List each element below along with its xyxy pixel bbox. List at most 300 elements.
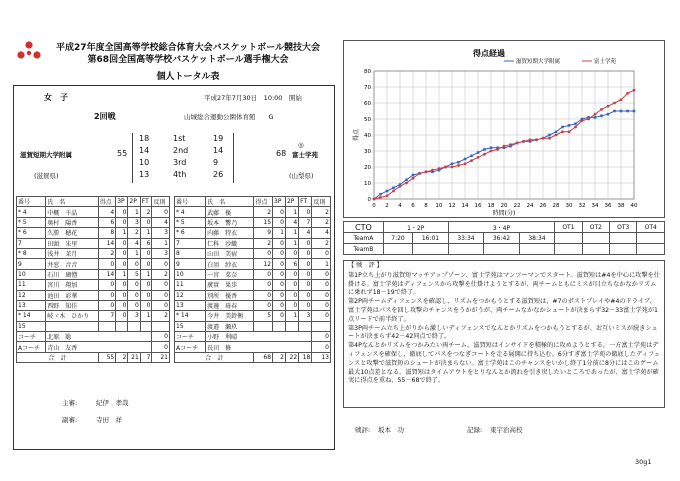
staff-row bbox=[17, 342, 170, 352]
data-point bbox=[594, 113, 597, 116]
table-cell: 38:34 bbox=[519, 233, 555, 244]
team-b-pref: (山梨県) bbox=[289, 172, 314, 180]
x-tick-label: 16 bbox=[474, 203, 482, 209]
table-cell bbox=[637, 233, 665, 244]
recorder-name: 東宇治高校 bbox=[490, 426, 523, 434]
data-point bbox=[620, 98, 623, 101]
table-cell: 4 bbox=[299, 228, 312, 238]
table-cell: 1 bbox=[128, 207, 140, 217]
table-cell: 0 bbox=[285, 290, 298, 300]
team-a-score: 55 bbox=[117, 149, 128, 158]
table-cell bbox=[152, 321, 170, 331]
chief-referee-name: 紀伊 孝哉 bbox=[96, 399, 129, 407]
table-row bbox=[175, 248, 331, 258]
table-cell: 0 bbox=[98, 259, 116, 269]
deputy-referee-label: 副審: bbox=[62, 416, 78, 424]
table-row bbox=[17, 259, 170, 269]
table-cell: 2 bbox=[116, 352, 128, 362]
x-tick-label: 28 bbox=[552, 203, 560, 209]
table-header: 2P bbox=[128, 197, 140, 207]
table-row bbox=[17, 321, 170, 331]
x-tick-label: 14 bbox=[461, 203, 469, 209]
table-cell bbox=[46, 321, 98, 331]
table-cell: 0 bbox=[273, 269, 286, 279]
table-cell: 石川 瑚憎 bbox=[46, 269, 98, 279]
table-cell bbox=[98, 321, 116, 331]
x-tick-label: 18 bbox=[487, 203, 495, 209]
table-cell bbox=[519, 244, 555, 255]
data-point bbox=[607, 113, 610, 116]
table-cell: 0 bbox=[128, 259, 140, 269]
table-cell: 0 bbox=[152, 332, 170, 342]
table-cell: 3 bbox=[299, 311, 312, 321]
table-row bbox=[17, 228, 170, 238]
table-cell: TeamA bbox=[344, 233, 384, 244]
table-cell: 北原 聡 bbox=[46, 332, 152, 342]
data-point bbox=[561, 130, 564, 133]
data-point bbox=[568, 130, 571, 133]
table-cell: 16:01 bbox=[413, 233, 449, 244]
x-tick-label: 34 bbox=[591, 203, 599, 209]
venue-label: 山城総合運動公園体育館 G bbox=[184, 113, 274, 121]
table-cell: 33:34 bbox=[448, 233, 484, 244]
table-cell bbox=[285, 321, 298, 331]
data-point bbox=[529, 138, 532, 141]
data-point bbox=[451, 163, 454, 166]
data-point bbox=[412, 174, 415, 177]
table-cell: 0 bbox=[273, 300, 286, 310]
table-row bbox=[175, 228, 331, 238]
table-cell: 0 bbox=[312, 290, 331, 300]
table-cell: 12 bbox=[17, 290, 46, 300]
table-cell: 12 bbox=[254, 259, 273, 269]
table-cell: 山田 美宿 bbox=[206, 248, 254, 258]
data-point bbox=[633, 89, 636, 92]
table-cell: 11 bbox=[175, 280, 206, 290]
table-cell: 9 bbox=[175, 259, 206, 269]
table-cell: 3 bbox=[152, 248, 170, 258]
table-cell bbox=[582, 233, 609, 244]
data-point bbox=[464, 158, 467, 161]
table-cell: 1 bbox=[285, 238, 298, 248]
data-point bbox=[483, 153, 486, 156]
table-cell bbox=[383, 244, 412, 255]
data-point bbox=[516, 142, 519, 145]
table-cell: 田頭 朱里 bbox=[46, 238, 98, 248]
table-cell: 武藤 優 bbox=[206, 207, 254, 217]
x-tick-label: 26 bbox=[539, 203, 547, 209]
table-cell: 西野 知佳 bbox=[46, 300, 98, 310]
cto-header: OT4 bbox=[637, 222, 665, 233]
table-cell: * 4 bbox=[175, 207, 206, 217]
table-cell: 青山 友香 bbox=[46, 342, 152, 352]
table-cell: 0 bbox=[273, 217, 286, 227]
table-cell: 1 bbox=[140, 228, 152, 238]
table-row bbox=[17, 280, 170, 290]
table-cell: 0 bbox=[299, 269, 312, 279]
table-row bbox=[175, 238, 331, 248]
cto-header: OT1 bbox=[555, 222, 582, 233]
table-header: 得点 bbox=[254, 197, 273, 207]
cto-row bbox=[344, 244, 665, 255]
table-cell: 10 bbox=[175, 269, 206, 279]
data-point bbox=[555, 134, 558, 137]
table-cell: 内藤 特衣 bbox=[206, 228, 254, 238]
table-cell: 0 bbox=[273, 290, 286, 300]
table-cell: 0 bbox=[140, 259, 152, 269]
x-tick-label: 40 bbox=[630, 203, 638, 209]
table-cell: 14 bbox=[98, 269, 116, 279]
table-cell: 浅井 茉月 bbox=[46, 248, 98, 258]
table-cell: * 5 bbox=[175, 217, 206, 227]
table-cell: 4 bbox=[312, 228, 331, 238]
table-cell: 12 bbox=[175, 290, 206, 300]
table-cell: 1 bbox=[116, 269, 128, 279]
cto-header-row bbox=[344, 222, 665, 233]
data-point bbox=[600, 108, 603, 111]
data-point bbox=[431, 169, 434, 172]
table-cell: 2 bbox=[152, 311, 170, 321]
score-progress-chart-svg bbox=[344, 41, 664, 217]
table-cell: 0 bbox=[116, 290, 128, 300]
table-row bbox=[17, 238, 170, 248]
table-cell bbox=[312, 321, 331, 331]
table-cell: 0 bbox=[273, 248, 286, 258]
data-point bbox=[600, 115, 603, 118]
data-point bbox=[607, 105, 610, 108]
table-cell: 0 bbox=[254, 300, 273, 310]
y-tick-label: 0 bbox=[367, 197, 371, 203]
table-cell: 1 bbox=[116, 228, 128, 238]
table-cell: 6 bbox=[98, 217, 116, 227]
y-axis-label: 得点 bbox=[353, 128, 360, 142]
table-cell: 5 bbox=[254, 311, 273, 321]
data-point bbox=[457, 161, 460, 164]
data-point bbox=[503, 145, 506, 148]
tournament-title-line1: 平成27年度全国高等学校総合体育大会バスケットボール競技大会 bbox=[56, 43, 320, 53]
chart-title: 得点経過 bbox=[473, 49, 505, 58]
table-cell: 0 bbox=[285, 280, 298, 290]
data-point bbox=[483, 148, 486, 151]
data-point bbox=[470, 155, 473, 158]
table-cell: 1 bbox=[140, 269, 152, 279]
y-tick-label: 40 bbox=[364, 133, 371, 139]
table-cell: 0 bbox=[312, 300, 331, 310]
table-cell: 7:20 bbox=[383, 233, 412, 244]
table-cell: 0 bbox=[116, 207, 128, 217]
table-cell bbox=[610, 244, 637, 255]
table-row bbox=[17, 269, 170, 279]
data-point bbox=[548, 134, 551, 137]
x-tick-label: 30 bbox=[565, 203, 573, 209]
table-cell: 0 bbox=[116, 311, 128, 321]
table-cell: コーチ bbox=[17, 332, 46, 342]
staff-row bbox=[17, 332, 170, 342]
table-cell: 0 bbox=[299, 238, 312, 248]
table-cell: 6 bbox=[285, 259, 298, 269]
data-point bbox=[386, 194, 389, 197]
table-row bbox=[17, 290, 170, 300]
data-point bbox=[451, 166, 454, 169]
table-cell: コーチ bbox=[175, 332, 206, 342]
table-cell: 0 bbox=[116, 217, 128, 227]
table-cell: 坂本 響乃 bbox=[206, 217, 254, 227]
y-tick-label: 50 bbox=[364, 117, 371, 123]
table-row bbox=[175, 217, 331, 227]
table-cell: 7 bbox=[140, 352, 152, 362]
table-row bbox=[175, 311, 331, 321]
table-row bbox=[17, 300, 170, 310]
table-row bbox=[17, 207, 170, 217]
y-tick-label: 70 bbox=[364, 85, 371, 91]
x-tick-label: 8 bbox=[424, 203, 428, 209]
data-point bbox=[509, 143, 512, 146]
quarter-scores bbox=[132, 133, 234, 183]
table-cell: 13 bbox=[312, 352, 331, 362]
data-point bbox=[405, 182, 408, 185]
table-cell: 2 bbox=[152, 269, 170, 279]
table-cell: 55 bbox=[98, 352, 116, 362]
table-cell: 0 bbox=[254, 269, 273, 279]
quarter-score-b: 9 bbox=[213, 158, 219, 167]
table-cell: 渡邉 瀬玖 bbox=[206, 321, 254, 331]
table-cell: 0 bbox=[116, 238, 128, 248]
data-point bbox=[470, 159, 473, 162]
table-cell: 6 bbox=[140, 238, 152, 248]
table-cell: 0 bbox=[128, 290, 140, 300]
table-cell: 0 bbox=[140, 217, 152, 227]
table-cell: 9 bbox=[17, 259, 46, 269]
total-row bbox=[175, 352, 331, 362]
table-cell: 2 bbox=[98, 248, 116, 258]
sheet-subtitle: 個人トータル表 bbox=[156, 72, 220, 82]
total-row bbox=[17, 352, 170, 362]
data-point bbox=[574, 123, 577, 126]
table-cell: 2 bbox=[273, 352, 286, 362]
score-progress-chart bbox=[343, 40, 665, 218]
table-cell bbox=[299, 321, 312, 331]
data-point bbox=[392, 187, 395, 190]
table-cell: 0 bbox=[152, 207, 170, 217]
commentator-label: 戦評: bbox=[355, 426, 371, 434]
table-cell: Aコーチ bbox=[175, 342, 206, 352]
data-point bbox=[613, 110, 616, 113]
table-cell: 1 bbox=[285, 228, 298, 238]
table-row bbox=[17, 311, 170, 321]
x-tick-label: 32 bbox=[578, 203, 586, 209]
table-header: 番号 bbox=[175, 197, 206, 207]
table-cell: * 8 bbox=[17, 248, 46, 258]
table-cell: * 14 bbox=[175, 311, 206, 321]
y-tick-label: 60 bbox=[364, 101, 371, 107]
commentary-paragraph: 第4Pなんとかリズムをつかみたい両チーム。滋賀短はインサイドを積極的に攻めようとする。一方富士学苑はディフェンスを確保し、徹底してパスをつなぎコートを走る展開に持ち込む。6分すぎ富士学苑の徹底したディフェンスと攻撃で滋賀短のシュートが決まらない。富士学苑はこのチャンスをいかし終了1分前に8分にはこのゲーム最大10点差となる。滋賀短はタイムアウトをとりなんとか流れを引き戻したいところであったが、富士学苑が確実に得点を重ね、55－68で終了。 bbox=[348, 342, 661, 385]
cto-table bbox=[343, 221, 665, 255]
table-cell: 18 bbox=[299, 352, 312, 362]
table-cell: 0 bbox=[273, 207, 286, 217]
quarter-score-b: 26 bbox=[213, 170, 224, 179]
legend-label: 富士学苑 bbox=[594, 59, 617, 65]
table-cell bbox=[555, 233, 582, 244]
table-cell: 2 bbox=[312, 217, 331, 227]
table-cell: 0 bbox=[116, 300, 128, 310]
table-cell: 2 bbox=[254, 207, 273, 217]
chief-referee-label: 主審: bbox=[62, 399, 78, 407]
table-cell: 3 bbox=[128, 311, 140, 321]
table-cell: 0 bbox=[299, 248, 312, 258]
table-header: FT bbox=[299, 197, 312, 207]
table-cell bbox=[254, 321, 273, 331]
table-cell: 2 bbox=[128, 228, 140, 238]
table-row bbox=[175, 207, 331, 217]
table-cell: 0 bbox=[152, 290, 170, 300]
data-point bbox=[425, 170, 428, 173]
table-cell: 4 bbox=[285, 217, 298, 227]
table-cell: 合 計 bbox=[175, 352, 254, 362]
data-point bbox=[490, 150, 493, 153]
data-point bbox=[568, 124, 571, 127]
table-cell: 1 bbox=[152, 238, 170, 248]
table-row bbox=[175, 321, 331, 331]
x-tick-label: 0 bbox=[372, 203, 376, 209]
x-tick-label: 4 bbox=[398, 203, 402, 209]
quarter-score-b: 14 bbox=[213, 146, 224, 155]
table-cell: 0 bbox=[285, 269, 298, 279]
cto-header: OT2 bbox=[582, 222, 609, 233]
data-point bbox=[477, 156, 480, 159]
data-point bbox=[613, 102, 616, 105]
commentary-paragraph: 第2P両チームディフェンスを確認し、リズムをつかもうとする滋賀短は、#7のポストプレイや#4のドライブ、富士学苑はパスを回し攻撃のチャンスをうかがうが、両チームなかなかシュートが決まらず32－33富士学苑が1点リードで前半終了。 bbox=[348, 298, 658, 323]
table-cell: 13 bbox=[175, 300, 206, 310]
round-label: 2回戦 bbox=[94, 112, 116, 121]
team-b-name: 富士学苑 bbox=[292, 151, 318, 159]
table-cell: 0 bbox=[312, 342, 331, 352]
table-cell: 久勝 穂花 bbox=[46, 228, 98, 238]
data-point bbox=[535, 138, 538, 141]
data-point bbox=[405, 179, 408, 182]
table-cell: 2 bbox=[254, 238, 273, 248]
table-cell: 1 bbox=[273, 228, 286, 238]
table-row bbox=[175, 259, 331, 269]
table-cell: 0 bbox=[285, 300, 298, 310]
score-sheet bbox=[13, 85, 335, 450]
table-cell bbox=[413, 244, 449, 255]
table-cell bbox=[610, 233, 637, 244]
staff-row bbox=[175, 332, 331, 342]
table-cell bbox=[555, 244, 582, 255]
data-point bbox=[522, 140, 525, 143]
data-point bbox=[399, 185, 402, 188]
team-a-pref: (滋賀県) bbox=[34, 172, 59, 180]
table-cell: 13 bbox=[17, 300, 46, 310]
table-header: 得点 bbox=[98, 197, 116, 207]
table-cell: 0 bbox=[285, 248, 298, 258]
table-cell: 7 bbox=[299, 217, 312, 227]
table-cell bbox=[140, 321, 152, 331]
table-header: 3P bbox=[273, 197, 286, 207]
x-tick-label: 2 bbox=[385, 203, 389, 209]
table-cell: 0 bbox=[116, 259, 128, 269]
table-header: 氏 名 bbox=[46, 197, 98, 207]
data-point bbox=[438, 167, 441, 170]
table-cell: 0 bbox=[312, 269, 331, 279]
table-cell: 1 bbox=[140, 311, 152, 321]
table-cell: 0 bbox=[299, 280, 312, 290]
table-cell: 4 bbox=[152, 217, 170, 227]
deputy-referee-name: 寺田 祥 bbox=[96, 416, 122, 424]
table-row bbox=[175, 290, 331, 300]
table-header: FT bbox=[140, 197, 152, 207]
table-cell: 36:42 bbox=[484, 233, 520, 244]
cto-header: 3・4P bbox=[448, 222, 555, 233]
table-cell: 池田 彩華 bbox=[46, 290, 98, 300]
table-cell: 0 bbox=[273, 238, 286, 248]
table-cell: 中概 千晶 bbox=[46, 207, 98, 217]
data-point bbox=[548, 137, 551, 140]
table-cell: 10 bbox=[17, 269, 46, 279]
table-cell: 長田 修 bbox=[206, 342, 312, 352]
table-cell: 15 bbox=[254, 217, 273, 227]
commentary-paragraph: 第1P立ち上がり滋賀短マッチアップゾーン、富士学苑はマンツーマンでスタート。滋賀短は#4を中心に攻撃を仕掛ける。富士学苑はディフェンスから攻撃を仕掛けようとするが、両チームともにミスが目立ちなかなかリズムに乗れず18－19で終了。 bbox=[348, 271, 660, 297]
game-commentary bbox=[343, 260, 665, 408]
x-tick-label: 38 bbox=[617, 203, 625, 209]
table-cell: 0 bbox=[312, 311, 331, 321]
table-header: 2P bbox=[285, 197, 298, 207]
table-cell: 3 bbox=[152, 228, 170, 238]
table-cell: 1 bbox=[128, 248, 140, 258]
data-point bbox=[477, 151, 480, 154]
x-tick-label: 36 bbox=[604, 203, 612, 209]
y-tick-label: 20 bbox=[364, 165, 371, 171]
table-cell: 2 bbox=[312, 207, 331, 217]
team-a-box-score bbox=[16, 196, 170, 363]
table-cell: 0 bbox=[140, 248, 152, 258]
table-cell: 3 bbox=[128, 217, 140, 227]
table-cell: 合 計 bbox=[17, 352, 99, 362]
table-cell: Aコーチ bbox=[17, 342, 46, 352]
table-cell: 0 bbox=[98, 280, 116, 290]
table-cell: 21 bbox=[152, 352, 170, 362]
table-cell: 8 bbox=[175, 248, 206, 258]
table-cell: 0 bbox=[299, 207, 312, 217]
table-header: 3P bbox=[116, 197, 128, 207]
table-header-row bbox=[17, 197, 170, 207]
legend-label: 滋賀短期大学附属 bbox=[516, 59, 561, 65]
page-number: 30g1 bbox=[635, 458, 652, 466]
table-row bbox=[175, 280, 331, 290]
data-point bbox=[379, 196, 382, 199]
data-point bbox=[457, 164, 460, 167]
table-cell: 15 bbox=[17, 321, 46, 331]
table-header: 反則 bbox=[152, 197, 170, 207]
table-cell: 15 bbox=[175, 321, 206, 331]
table-cell: 0 bbox=[116, 248, 128, 258]
table-cell: 渡邊 琦春 bbox=[206, 300, 254, 310]
quarter-label: 1st bbox=[173, 134, 186, 143]
table-cell: 岐ゞ木 ひかり bbox=[46, 311, 98, 321]
table-cell: 68 bbox=[254, 352, 273, 362]
table-cell: 0 bbox=[140, 290, 152, 300]
table-cell: 22 bbox=[285, 352, 298, 362]
table-cell: * 4 bbox=[17, 207, 46, 217]
table-cell: 0 bbox=[273, 311, 286, 321]
data-point bbox=[490, 147, 493, 150]
winner-mark: ◎ bbox=[298, 141, 304, 149]
table-cell: 0 bbox=[299, 290, 312, 300]
tournament-title-line2: 第68回全国高等学校バスケットボール選手権大会 bbox=[87, 55, 289, 65]
table-cell: 0 bbox=[312, 280, 331, 290]
table-cell: 0 bbox=[312, 332, 331, 342]
table-cell: 0 bbox=[152, 280, 170, 290]
